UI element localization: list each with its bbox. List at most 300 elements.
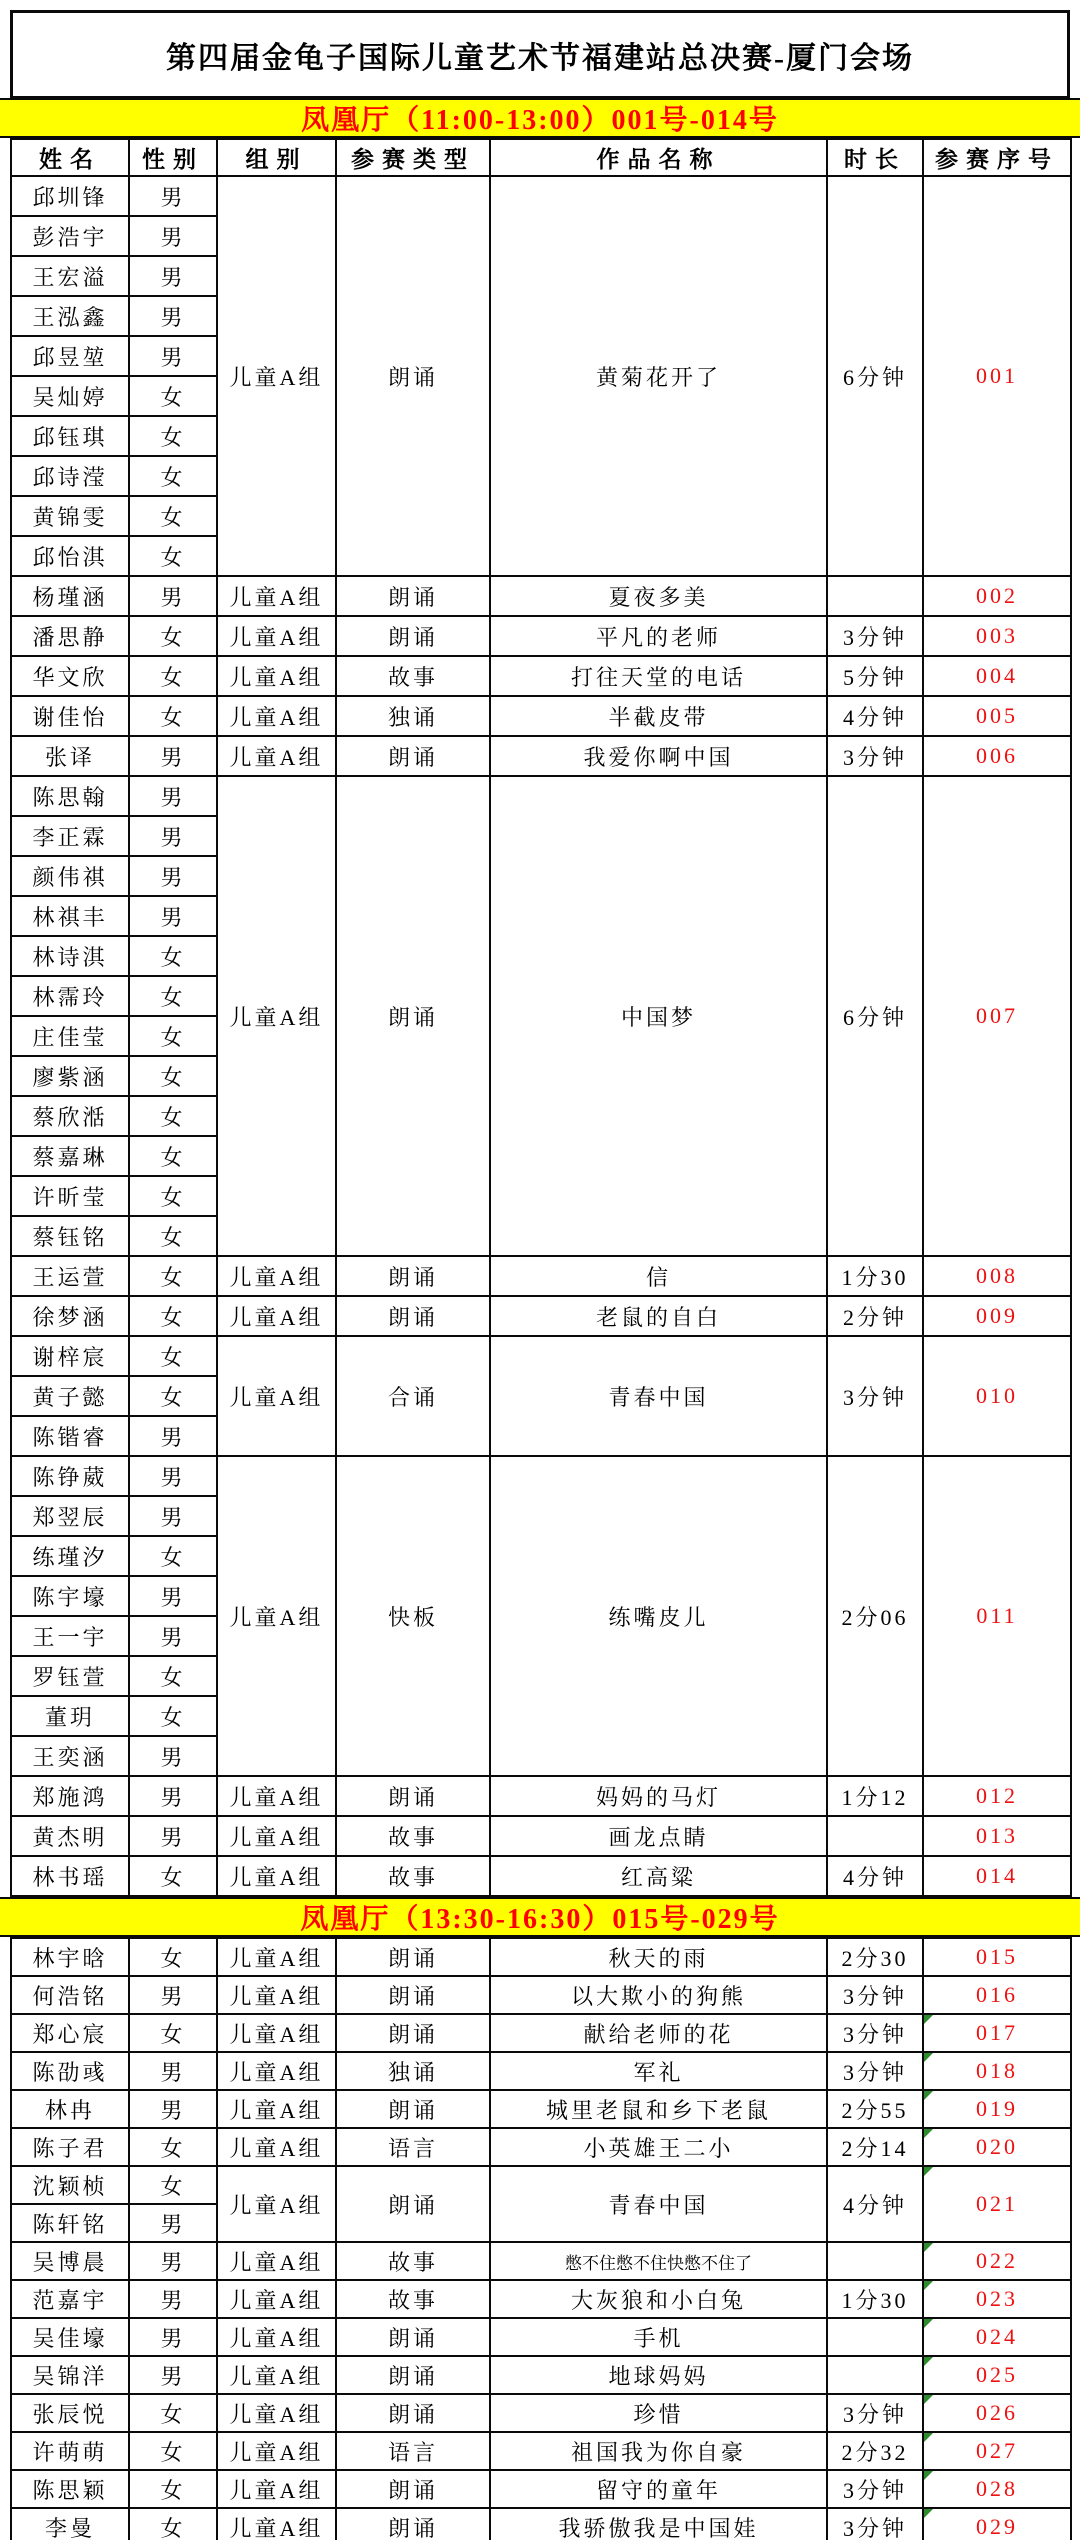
- gender-cell: 女: [129, 696, 217, 736]
- work-cell: 半截皮带: [490, 696, 827, 736]
- group-cell: 儿童A组: [217, 736, 336, 776]
- gender-cell: 男: [129, 896, 217, 936]
- table-header: [11, 139, 1071, 176]
- session-band-1: 凤凰厅（11:00-13:00）001号-014号: [0, 98, 1080, 138]
- name-cell: 林霈玲: [11, 976, 129, 1016]
- work-cell: 信: [490, 1256, 827, 1296]
- name-cell: 邱钰琪: [11, 416, 129, 456]
- name-cell: 李正霖: [11, 816, 129, 856]
- type-cell: 朗诵: [336, 1256, 490, 1296]
- duration-cell: 4分钟: [827, 1856, 923, 1896]
- name-cell: 郑施鸿: [11, 1776, 129, 1816]
- gender-cell: 男: [129, 336, 217, 376]
- name-cell: 王泓鑫: [11, 296, 129, 336]
- column-header-name: 姓名: [11, 139, 129, 176]
- green-triangle-icon: [924, 2395, 933, 2404]
- duration-cell: 2分14: [827, 2128, 923, 2166]
- entry-number-cell: 015: [923, 1938, 1071, 1976]
- gender-cell: 男: [129, 256, 217, 296]
- group-cell: 儿童A组: [217, 2280, 336, 2318]
- type-cell: 朗诵: [336, 2356, 490, 2394]
- table-row: [11, 576, 1071, 616]
- gender-cell: 女: [129, 1256, 217, 1296]
- name-cell: 张译: [11, 736, 129, 776]
- duration-cell: 3分钟: [827, 2508, 923, 2540]
- table-row: [11, 656, 1071, 696]
- group-cell: 儿童A组: [217, 2318, 336, 2356]
- table-row: [11, 1296, 1071, 1336]
- name-cell: 许昕莹: [11, 1176, 129, 1216]
- gender-cell: 男: [129, 2318, 217, 2356]
- type-cell: 朗诵: [336, 776, 490, 1256]
- name-cell: 陈思翰: [11, 776, 129, 816]
- group-cell: 儿童A组: [217, 696, 336, 736]
- type-cell: 朗诵: [336, 1938, 490, 1976]
- duration-cell: [827, 576, 923, 616]
- name-cell: 廖紫涵: [11, 1056, 129, 1096]
- entry-number-cell: 014: [923, 1856, 1071, 1896]
- gender-cell: 男: [129, 856, 217, 896]
- name-cell: 何浩铭: [11, 1976, 129, 2014]
- green-triangle-icon: [924, 2509, 933, 2518]
- work-cell: 青春中国: [490, 1336, 827, 1456]
- gender-cell: 女: [129, 1336, 217, 1376]
- group-cell: 儿童A组: [217, 1816, 336, 1856]
- entry-number-cell: 007: [923, 776, 1071, 1256]
- entry-number-cell: 022: [923, 2242, 1071, 2280]
- table-row: [11, 1776, 1071, 1816]
- gender-cell: 女: [129, 616, 217, 656]
- type-cell: 朗诵: [336, 1976, 490, 2014]
- column-header-duration: 时长: [827, 139, 923, 176]
- gender-cell: 男: [129, 176, 217, 216]
- type-cell: 独诵: [336, 696, 490, 736]
- name-cell: 邱圳锋: [11, 176, 129, 216]
- entry-number-cell: 029: [923, 2508, 1071, 2540]
- name-cell: 郑翌辰: [11, 1496, 129, 1536]
- table-row: [11, 2356, 1071, 2394]
- type-cell: 朗诵: [336, 616, 490, 656]
- name-cell: 范嘉宇: [11, 2280, 129, 2318]
- table-row: [11, 2242, 1071, 2280]
- schedule-table-session-1: [10, 138, 1072, 1897]
- duration-cell: 1分30: [827, 2280, 923, 2318]
- entry-number-cell: 005: [923, 696, 1071, 736]
- work-cell: 打往天堂的电话: [490, 656, 827, 696]
- duration-cell: [827, 2356, 923, 2394]
- duration-cell: 3分钟: [827, 2470, 923, 2508]
- name-cell: 林书瑶: [11, 1856, 129, 1896]
- table-row: [11, 2128, 1071, 2166]
- name-cell: 彭浩宇: [11, 216, 129, 256]
- gender-cell: 女: [129, 416, 217, 456]
- entry-number-cell: 003: [923, 616, 1071, 656]
- group-cell: 儿童A组: [217, 1336, 336, 1456]
- name-cell: 华文欣: [11, 656, 129, 696]
- gender-cell: 男: [129, 1776, 217, 1816]
- name-cell: 张辰悦: [11, 2394, 129, 2432]
- group-cell: 儿童A组: [217, 2508, 336, 2540]
- column-header-type: 参赛类型: [336, 139, 490, 176]
- gender-cell: 女: [129, 1938, 217, 1976]
- name-cell: 蔡嘉琳: [11, 1136, 129, 1176]
- type-cell: 故事: [336, 2242, 490, 2280]
- gender-cell: 男: [129, 1616, 217, 1656]
- name-cell: 罗钰萱: [11, 1656, 129, 1696]
- green-triangle-icon: [924, 2091, 933, 2100]
- duration-cell: 2分55: [827, 2090, 923, 2128]
- name-cell: 颜伟祺: [11, 856, 129, 896]
- type-cell: 朗诵: [336, 2166, 490, 2242]
- work-cell: 献给老师的花: [490, 2014, 827, 2052]
- group-cell: 儿童A组: [217, 656, 336, 696]
- green-triangle-icon: [924, 2167, 933, 2176]
- table-row: [11, 616, 1071, 656]
- group-cell: 儿童A组: [217, 2242, 336, 2280]
- gender-cell: 男: [129, 1456, 217, 1496]
- gender-cell: 女: [129, 1696, 217, 1736]
- gender-cell: 女: [129, 2014, 217, 2052]
- name-cell: 吴佳壕: [11, 2318, 129, 2356]
- gender-cell: 女: [129, 536, 217, 576]
- duration-cell: 4分钟: [827, 2166, 923, 2242]
- gender-cell: 男: [129, 776, 217, 816]
- table-row: [11, 1256, 1071, 1296]
- work-cell: 军礼: [490, 2052, 827, 2090]
- table-row: [11, 776, 1071, 816]
- name-cell: 邱昱堃: [11, 336, 129, 376]
- gender-cell: 男: [129, 1576, 217, 1616]
- group-cell: 儿童A组: [217, 576, 336, 616]
- entry-number-cell: 004: [923, 656, 1071, 696]
- name-cell: 潘思静: [11, 616, 129, 656]
- work-cell: 手机: [490, 2318, 827, 2356]
- name-cell: 陈锴睿: [11, 1416, 129, 1456]
- name-cell: 黄锦雯: [11, 496, 129, 536]
- group-cell: 儿童A组: [217, 2014, 336, 2052]
- schedule-table-session-2: [10, 1937, 1072, 2540]
- gender-cell: 女: [129, 1376, 217, 1416]
- table-row: [11, 1976, 1071, 2014]
- gender-cell: 女: [129, 2470, 217, 2508]
- name-cell: 庄佳莹: [11, 1016, 129, 1056]
- gender-cell: 男: [129, 736, 217, 776]
- entry-number-cell: 018: [923, 2052, 1071, 2090]
- duration-cell: 1分30: [827, 1256, 923, 1296]
- session-1-rows: [11, 176, 1071, 1896]
- column-header-entry-number: 参赛序号: [923, 139, 1071, 176]
- duration-cell: 4分钟: [827, 696, 923, 736]
- type-cell: 故事: [336, 2280, 490, 2318]
- name-cell: 林冉: [11, 2090, 129, 2128]
- entry-number-cell: 013: [923, 1816, 1071, 1856]
- gender-cell: 女: [129, 936, 217, 976]
- entry-number-cell: 008: [923, 1256, 1071, 1296]
- name-cell: 陈轩铭: [11, 2204, 129, 2242]
- work-cell: 留守的童年: [490, 2470, 827, 2508]
- work-cell: 以大欺小的狗熊: [490, 1976, 827, 2014]
- gender-cell: 男: [129, 2356, 217, 2394]
- green-triangle-icon: [924, 2357, 933, 2366]
- type-cell: 合诵: [336, 1336, 490, 1456]
- column-header-work: 作品名称: [490, 139, 827, 176]
- entry-number-cell: 023: [923, 2280, 1071, 2318]
- type-cell: 朗诵: [336, 576, 490, 616]
- entry-number-cell: 028: [923, 2470, 1071, 2508]
- name-cell: 谢梓宸: [11, 1336, 129, 1376]
- entry-number-cell: 012: [923, 1776, 1071, 1816]
- gender-cell: 女: [129, 1056, 217, 1096]
- gender-cell: 男: [129, 2204, 217, 2242]
- work-cell: 秋天的雨: [490, 1938, 827, 1976]
- group-cell: 儿童A组: [217, 1938, 336, 1976]
- gender-cell: 女: [129, 2166, 217, 2204]
- table-row: [11, 2508, 1071, 2540]
- name-cell: 王宏溢: [11, 256, 129, 296]
- name-cell: 杨瑾涵: [11, 576, 129, 616]
- work-cell: 红高粱: [490, 1856, 827, 1896]
- group-cell: 儿童A组: [217, 1776, 336, 1816]
- gender-cell: 女: [129, 496, 217, 536]
- name-cell: 王奕涵: [11, 1736, 129, 1776]
- header-row: [11, 139, 1071, 176]
- work-cell: 平凡的老师: [490, 616, 827, 656]
- group-cell: 儿童A组: [217, 776, 336, 1256]
- work-cell: 练嘴皮儿: [490, 1456, 827, 1776]
- table-row: [11, 176, 1071, 216]
- gender-cell: 男: [129, 296, 217, 336]
- name-cell: 吴锦洋: [11, 2356, 129, 2394]
- name-cell: 黄杰明: [11, 1816, 129, 1856]
- group-cell: 儿童A组: [217, 1296, 336, 1336]
- name-cell: 李曼: [11, 2508, 129, 2540]
- entry-number-cell: 009: [923, 1296, 1071, 1336]
- gender-cell: 女: [129, 1096, 217, 1136]
- entry-number-cell: 006: [923, 736, 1071, 776]
- table-row: [11, 2318, 1071, 2356]
- green-triangle-icon: [924, 2471, 933, 2480]
- green-triangle-icon: [924, 2281, 933, 2290]
- name-cell: 王运萱: [11, 1256, 129, 1296]
- type-cell: 朗诵: [336, 2090, 490, 2128]
- table-row: [11, 2052, 1071, 2090]
- duration-cell: 3分钟: [827, 616, 923, 656]
- column-header-gender: 性别: [129, 139, 217, 176]
- gender-cell: 女: [129, 2394, 217, 2432]
- type-cell: 朗诵: [336, 736, 490, 776]
- duration-cell: 2分30: [827, 1938, 923, 1976]
- duration-cell: [827, 1816, 923, 1856]
- group-cell: 儿童A组: [217, 1976, 336, 2014]
- type-cell: 朗诵: [336, 2470, 490, 2508]
- gender-cell: 女: [129, 456, 217, 496]
- entry-number-cell: 017: [923, 2014, 1071, 2052]
- gender-cell: 男: [129, 2280, 217, 2318]
- group-cell: 儿童A组: [217, 2166, 336, 2242]
- group-cell: 儿童A组: [217, 2090, 336, 2128]
- gender-cell: 女: [129, 1016, 217, 1056]
- duration-cell: 3分钟: [827, 1336, 923, 1456]
- work-cell: 我骄傲我是中国娃: [490, 2508, 827, 2540]
- type-cell: 快板: [336, 1456, 490, 1776]
- table-row: [11, 2280, 1071, 2318]
- table-row: [11, 2394, 1071, 2432]
- gender-cell: 男: [129, 1976, 217, 2014]
- duration-cell: 2分钟: [827, 1296, 923, 1336]
- type-cell: 朗诵: [336, 176, 490, 576]
- gender-cell: 女: [129, 976, 217, 1016]
- work-cell: 祖国我为你自豪: [490, 2432, 827, 2470]
- type-cell: 朗诵: [336, 1296, 490, 1336]
- group-cell: 儿童A组: [217, 176, 336, 576]
- name-cell: 邱诗滢: [11, 456, 129, 496]
- work-cell: 妈妈的马灯: [490, 1776, 827, 1816]
- name-cell: 林祺丰: [11, 896, 129, 936]
- green-triangle-icon: [924, 2053, 933, 2062]
- table-row: [11, 1336, 1071, 1376]
- type-cell: 朗诵: [336, 2394, 490, 2432]
- gender-cell: 男: [129, 216, 217, 256]
- group-cell: 儿童A组: [217, 2052, 336, 2090]
- name-cell: 陈宇壕: [11, 1576, 129, 1616]
- group-cell: 儿童A组: [217, 2432, 336, 2470]
- duration-cell: 2分32: [827, 2432, 923, 2470]
- name-cell: 练瑾汐: [11, 1536, 129, 1576]
- name-cell: 吴博晨: [11, 2242, 129, 2280]
- name-cell: 董玥: [11, 1696, 129, 1736]
- table-row: [11, 696, 1071, 736]
- gender-cell: 男: [129, 2052, 217, 2090]
- gender-cell: 女: [129, 2128, 217, 2166]
- work-cell: 憋不住憋不住快憋不住了: [490, 2242, 827, 2280]
- green-triangle-icon: [924, 2243, 933, 2252]
- work-cell: 大灰狼和小白兔: [490, 2280, 827, 2318]
- table-row: [11, 2090, 1071, 2128]
- duration-cell: 3分钟: [827, 1976, 923, 2014]
- entry-number-cell: 011: [923, 1456, 1071, 1776]
- work-cell: 我爱你啊中国: [490, 736, 827, 776]
- work-cell: 夏夜多美: [490, 576, 827, 616]
- table-row: [11, 2166, 1071, 2204]
- duration-cell: [827, 2318, 923, 2356]
- duration-cell: 5分钟: [827, 656, 923, 696]
- table-row: [11, 2470, 1071, 2508]
- gender-cell: 女: [129, 376, 217, 416]
- table-row: [11, 736, 1071, 776]
- type-cell: 独诵: [336, 2052, 490, 2090]
- type-cell: 故事: [336, 656, 490, 696]
- name-cell: 黄子懿: [11, 1376, 129, 1416]
- work-cell: 珍惜: [490, 2394, 827, 2432]
- entry-number-cell: 025: [923, 2356, 1071, 2394]
- gender-cell: 男: [129, 1496, 217, 1536]
- type-cell: 语言: [336, 2432, 490, 2470]
- type-cell: 朗诵: [336, 2318, 490, 2356]
- table-row: [11, 1856, 1071, 1896]
- gender-cell: 女: [129, 2508, 217, 2540]
- green-triangle-icon: [924, 2015, 933, 2024]
- gender-cell: 女: [129, 1656, 217, 1696]
- duration-cell: [827, 2242, 923, 2280]
- column-header-group: 组别: [217, 139, 336, 176]
- entry-number-cell: 019: [923, 2090, 1071, 2128]
- duration-cell: 1分12: [827, 1776, 923, 1816]
- work-cell: 青春中国: [490, 2166, 827, 2242]
- duration-cell: 3分钟: [827, 2014, 923, 2052]
- gender-cell: 男: [129, 2242, 217, 2280]
- group-cell: 儿童A组: [217, 2394, 336, 2432]
- work-cell: 老鼠的自白: [490, 1296, 827, 1336]
- duration-cell: 3分钟: [827, 736, 923, 776]
- name-cell: 林宇晗: [11, 1938, 129, 1976]
- work-cell: 黄菊花开了: [490, 176, 827, 576]
- duration-cell: 3分钟: [827, 2052, 923, 2090]
- green-triangle-icon: [924, 2433, 933, 2442]
- gender-cell: 女: [129, 1536, 217, 1576]
- entry-number-cell: 027: [923, 2432, 1071, 2470]
- gender-cell: 女: [129, 1136, 217, 1176]
- duration-cell: 6分钟: [827, 776, 923, 1256]
- gender-cell: 男: [129, 1816, 217, 1856]
- name-cell: 谢佳怡: [11, 696, 129, 736]
- gender-cell: 男: [129, 1416, 217, 1456]
- entry-number-cell: 021: [923, 2166, 1071, 2242]
- name-cell: 郑心宸: [11, 2014, 129, 2052]
- name-cell: 蔡钰铭: [11, 1216, 129, 1256]
- table-row: [11, 1938, 1071, 1976]
- table-row: [11, 2014, 1071, 2052]
- gender-cell: 女: [129, 1176, 217, 1216]
- entry-number-cell: 016: [923, 1976, 1071, 2014]
- gender-cell: 男: [129, 576, 217, 616]
- work-cell: 城里老鼠和乡下老鼠: [490, 2090, 827, 2128]
- name-cell: 陈劭彧: [11, 2052, 129, 2090]
- entry-number-cell: 024: [923, 2318, 1071, 2356]
- session-2-rows: [11, 1938, 1071, 2540]
- group-cell: 儿童A组: [217, 1256, 336, 1296]
- name-cell: 许萌萌: [11, 2432, 129, 2470]
- work-cell: 地球妈妈: [490, 2356, 827, 2394]
- duration-cell: 6分钟: [827, 176, 923, 576]
- name-cell: 沈颖桢: [11, 2166, 129, 2204]
- entry-number-cell: 020: [923, 2128, 1071, 2166]
- type-cell: 故事: [336, 1856, 490, 1896]
- entry-number-cell: 026: [923, 2394, 1071, 2432]
- duration-cell: 3分钟: [827, 2394, 923, 2432]
- green-triangle-icon: [924, 2129, 933, 2138]
- work-cell: 小英雄王二小: [490, 2128, 827, 2166]
- gender-cell: 女: [129, 1856, 217, 1896]
- group-cell: 儿童A组: [217, 1456, 336, 1776]
- gender-cell: 女: [129, 1216, 217, 1256]
- name-cell: 陈子君: [11, 2128, 129, 2166]
- name-cell: 蔡欣湉: [11, 1096, 129, 1136]
- name-cell: 陈思颖: [11, 2470, 129, 2508]
- name-cell: 林诗淇: [11, 936, 129, 976]
- table-row: [11, 1456, 1071, 1496]
- entry-number-cell: 010: [923, 1336, 1071, 1456]
- group-cell: 儿童A组: [217, 2128, 336, 2166]
- session-band-2: 凤凰厅（13:30-16:30）015号-029号: [0, 1897, 1080, 1937]
- name-cell: 邱怡淇: [11, 536, 129, 576]
- type-cell: 朗诵: [336, 1776, 490, 1816]
- gender-cell: 男: [129, 2090, 217, 2128]
- group-cell: 儿童A组: [217, 2470, 336, 2508]
- page-title: 第四届金龟子国际儿童艺术节福建站总决赛-厦门会场: [10, 10, 1070, 98]
- gender-cell: 男: [129, 816, 217, 856]
- type-cell: 故事: [336, 1816, 490, 1856]
- type-cell: 朗诵: [336, 2014, 490, 2052]
